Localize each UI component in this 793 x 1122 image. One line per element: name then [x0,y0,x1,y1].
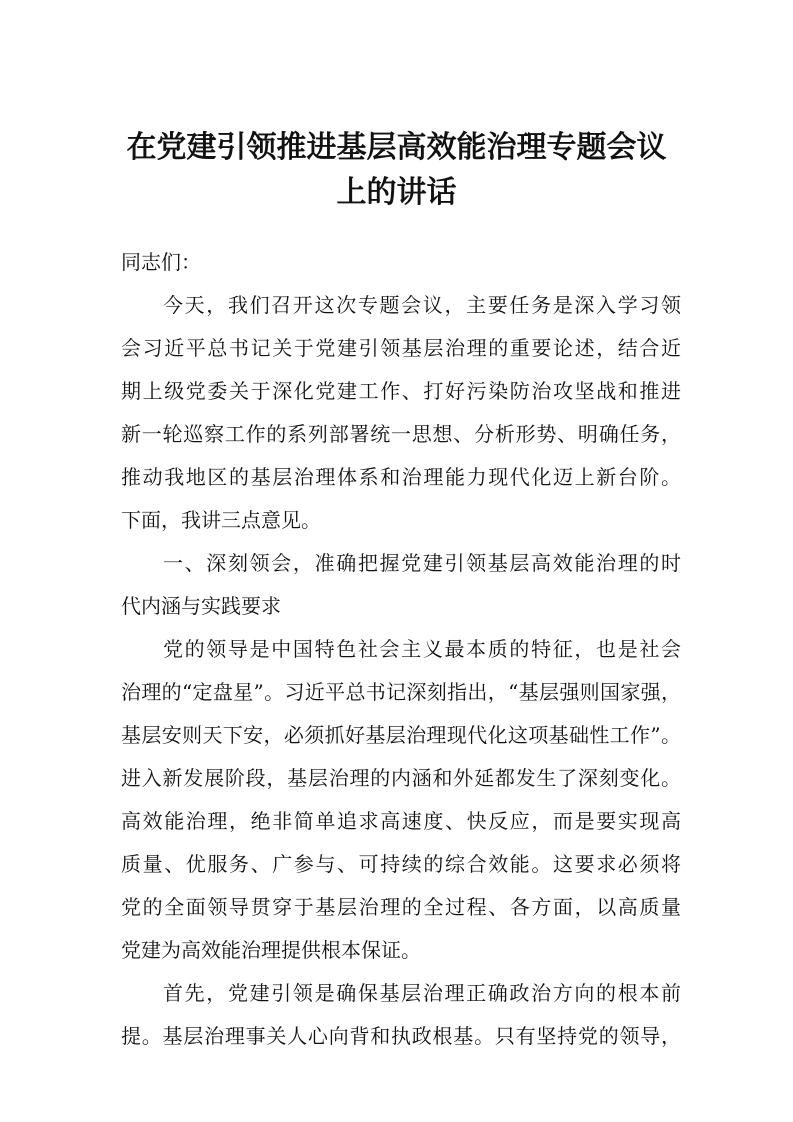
paragraph-line: 进入新发展阶段，基层治理的内涵和外延都发生了深刻变化。 [121,766,681,790]
paragraph-line: 党建为高效能治理提供根本保证。 [121,938,421,962]
paragraph-line: 新一轮巡察工作的系列部署统一思想、分析形势、明确任务， [121,422,681,446]
document-title-line-1: 在党建引领推进基层高效能治理专题会议 [126,130,667,165]
document-body [121,241,681,1058]
paragraph-line: 下面，我讲三点意见。 [121,508,321,532]
paragraph-line: 党的领导是中国特色社会主义最本质的特征，也是社会 [163,637,681,661]
paragraph-line: 代内涵与实践要求 [121,594,281,618]
paragraph-line: 会习近平总书记关于党建引领基层治理的重要论述，结合近 [121,336,681,360]
paragraph-line: 提。基层治理事关人心向背和执政根基。只有坚持党的领导， [121,1024,681,1048]
paragraph-line: 今天，我们召开这次专题会议，主要任务是深入学习领 [163,293,681,317]
document-title-line-2: 上的讲话 [336,175,457,210]
paragraph-line: 基层安则天下安，必须抓好基层治理现代化这项基础性工作”。 [121,723,681,747]
paragraph-line: 期上级党委关于深化党建工作、打好污染防治攻坚战和推进 [121,379,681,403]
paragraph-line: 党的全面领导贯穿于基层治理的全过程、各方面，以高质量 [121,895,681,919]
paragraph-line: 高效能治理，绝非简单追求高速度、快反应，而是要实现高 [121,809,681,833]
salutation: 同志们： [121,250,201,274]
paragraph-line: 推动我地区的基层治理体系和治理能力现代化迈上新台阶。 [121,465,681,489]
paragraph-line: 质量、优服务、广参与、可持续的综合效能。这要求必须将 [121,852,681,876]
paragraph-line: 一、深刻领会，准确把握党建引领基层高效能治理的时 [163,551,681,575]
paragraph-line: 治理的“定盘星”。习近平总书记深刻指出，“基层强则国家强， [121,680,681,704]
paragraph-line: 首先，党建引领是确保基层治理正确政治方向的根本前 [163,981,681,1005]
